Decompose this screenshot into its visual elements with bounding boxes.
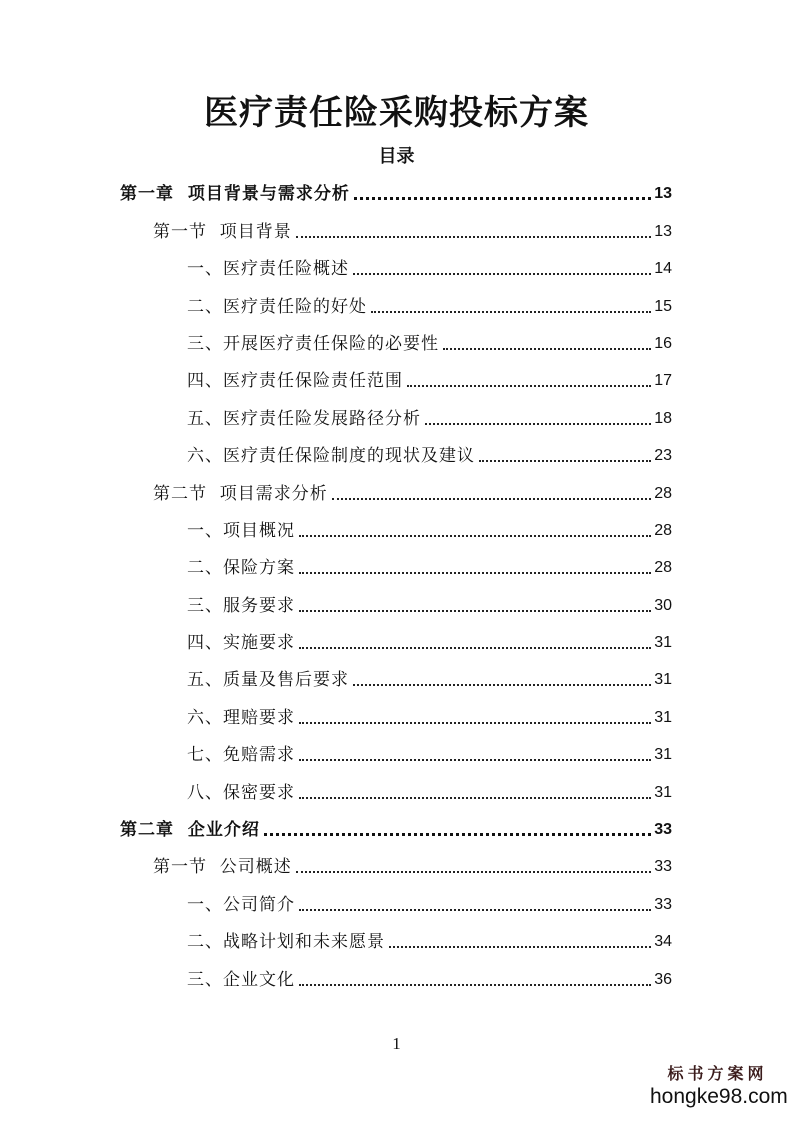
toc-entry[interactable] — [0, 512, 672, 549]
toc-entry-title: 五、质量及售后要求 — [187, 670, 349, 691]
toc-leader-dots — [264, 833, 651, 836]
toc-entry-title: 三、企业文化 — [187, 969, 295, 990]
toc-leader-dots — [425, 423, 651, 425]
toc-entry[interactable] — [0, 773, 672, 810]
toc-entry-title: 第二节 项目需求分析 — [153, 483, 328, 504]
toc-entry-title: 第二章 企业介绍 — [120, 820, 260, 841]
toc-entry[interactable] — [0, 923, 672, 960]
toc-entry-page: 16 — [654, 334, 672, 352]
toc-leader-dots — [353, 684, 651, 686]
toc-entry-title: 二、医疗责任险的好处 — [187, 296, 367, 317]
toc-entry-page: 36 — [654, 970, 672, 988]
toc-entry-page: 31 — [654, 634, 672, 652]
toc-entry[interactable] — [0, 624, 672, 661]
toc-entry-title: 二、保险方案 — [187, 558, 295, 579]
toc-leader-dots — [332, 498, 651, 500]
toc-entry-title: 八、保密要求 — [187, 782, 295, 803]
toc-entry[interactable] — [0, 325, 672, 362]
toc-leader-dots — [479, 460, 651, 462]
toc-entry[interactable] — [0, 811, 672, 848]
watermark-site-name: 标书方案网 — [667, 1064, 768, 1083]
watermark-url: hongke98.com — [650, 1085, 788, 1108]
toc-entry-page: 33 — [654, 821, 672, 839]
toc-entry-page: 30 — [654, 596, 672, 614]
toc-entry-title: 三、开展医疗责任保险的必要性 — [187, 333, 439, 354]
watermark — [650, 1064, 788, 1110]
toc-leader-dots — [299, 610, 651, 612]
toc-entry-title: 七、免赔需求 — [187, 745, 295, 766]
toc-entry-title: 六、医疗责任保险制度的现状及建议 — [187, 446, 475, 467]
toc-leader-dots — [299, 797, 651, 799]
toc-entry-page: 31 — [654, 671, 672, 689]
toc-entry[interactable] — [0, 848, 672, 885]
toc-entry-page: 31 — [654, 746, 672, 764]
toc-leader-dots — [353, 273, 651, 275]
toc-entry[interactable] — [0, 250, 672, 287]
toc-entry[interactable] — [0, 175, 672, 212]
toc-entry-page: 33 — [654, 858, 672, 876]
toc-entry[interactable] — [0, 661, 672, 698]
toc-entry-title: 六、理赔要求 — [187, 707, 295, 728]
toc-entry[interactable] — [0, 586, 672, 623]
toc-entry-page: 18 — [654, 409, 672, 427]
toc-entry-title: 第一章 项目背景与需求分析 — [120, 184, 350, 205]
toc-entry[interactable] — [0, 736, 672, 773]
toc-entry-page: 13 — [654, 222, 672, 240]
toc-entry-title: 一、医疗责任险概述 — [187, 259, 349, 280]
toc-entry-title: 第一节 项目背景 — [153, 221, 292, 242]
toc-entry-title: 一、公司简介 — [187, 894, 295, 915]
toc-entry-page: 33 — [654, 895, 672, 913]
toc-entry-title: 四、医疗责任保险责任范围 — [187, 371, 403, 392]
toc-leader-dots — [371, 311, 651, 313]
toc-heading: 目录 — [378, 146, 415, 167]
toc-entry-title: 五、医疗责任险发展路径分析 — [187, 408, 421, 429]
toc-leader-dots — [299, 535, 651, 537]
toc-entry[interactable] — [0, 885, 672, 922]
toc-leader-dots — [407, 385, 651, 387]
toc-entry-page: 31 — [654, 708, 672, 726]
toc-entry[interactable] — [0, 362, 672, 399]
toc-entry[interactable] — [0, 287, 672, 324]
toc-entry[interactable] — [0, 549, 672, 586]
toc-leader-dots — [299, 984, 651, 986]
toc-entry[interactable] — [0, 960, 672, 997]
toc-leader-dots — [389, 946, 651, 948]
toc-entry-page: 34 — [654, 933, 672, 951]
toc-entry[interactable] — [0, 212, 672, 249]
toc-entry-page: 15 — [654, 297, 672, 315]
toc-leader-dots — [299, 647, 651, 649]
toc-entry-title: 四、实施要求 — [187, 633, 295, 654]
toc-leader-dots — [296, 236, 651, 238]
toc-leader-dots — [299, 909, 651, 911]
toc-entry-page: 17 — [654, 372, 672, 390]
toc-entry-page: 31 — [654, 783, 672, 801]
toc-leader-dots — [299, 572, 651, 574]
toc-leader-dots — [299, 722, 651, 724]
toc-leader-dots — [296, 871, 651, 873]
toc-entry[interactable] — [0, 437, 672, 474]
toc-entry-page: 13 — [654, 185, 672, 203]
toc-entry-title: 三、服务要求 — [187, 595, 295, 616]
toc-entry-page: 28 — [654, 521, 672, 539]
toc-entry[interactable] — [0, 399, 672, 436]
document-title: 医疗责任险采购投标方案 — [204, 93, 589, 133]
toc-entry[interactable] — [0, 698, 672, 735]
toc-entry-page: 28 — [654, 484, 672, 502]
toc-entry-title: 二、战略计划和未来愿景 — [187, 932, 385, 953]
toc-entry-page: 14 — [654, 260, 672, 278]
table-of-contents — [0, 175, 793, 998]
toc-entry-page: 28 — [654, 559, 672, 577]
toc-entry-title: 第一节 公司概述 — [153, 857, 292, 878]
page-number: 1 — [392, 1034, 401, 1053]
toc-entry-title: 一、项目概况 — [187, 520, 295, 541]
toc-entry-page: 23 — [654, 447, 672, 465]
toc-leader-dots — [354, 197, 651, 200]
toc-leader-dots — [443, 348, 651, 350]
toc-leader-dots — [299, 759, 651, 761]
toc-entry[interactable] — [0, 474, 672, 511]
